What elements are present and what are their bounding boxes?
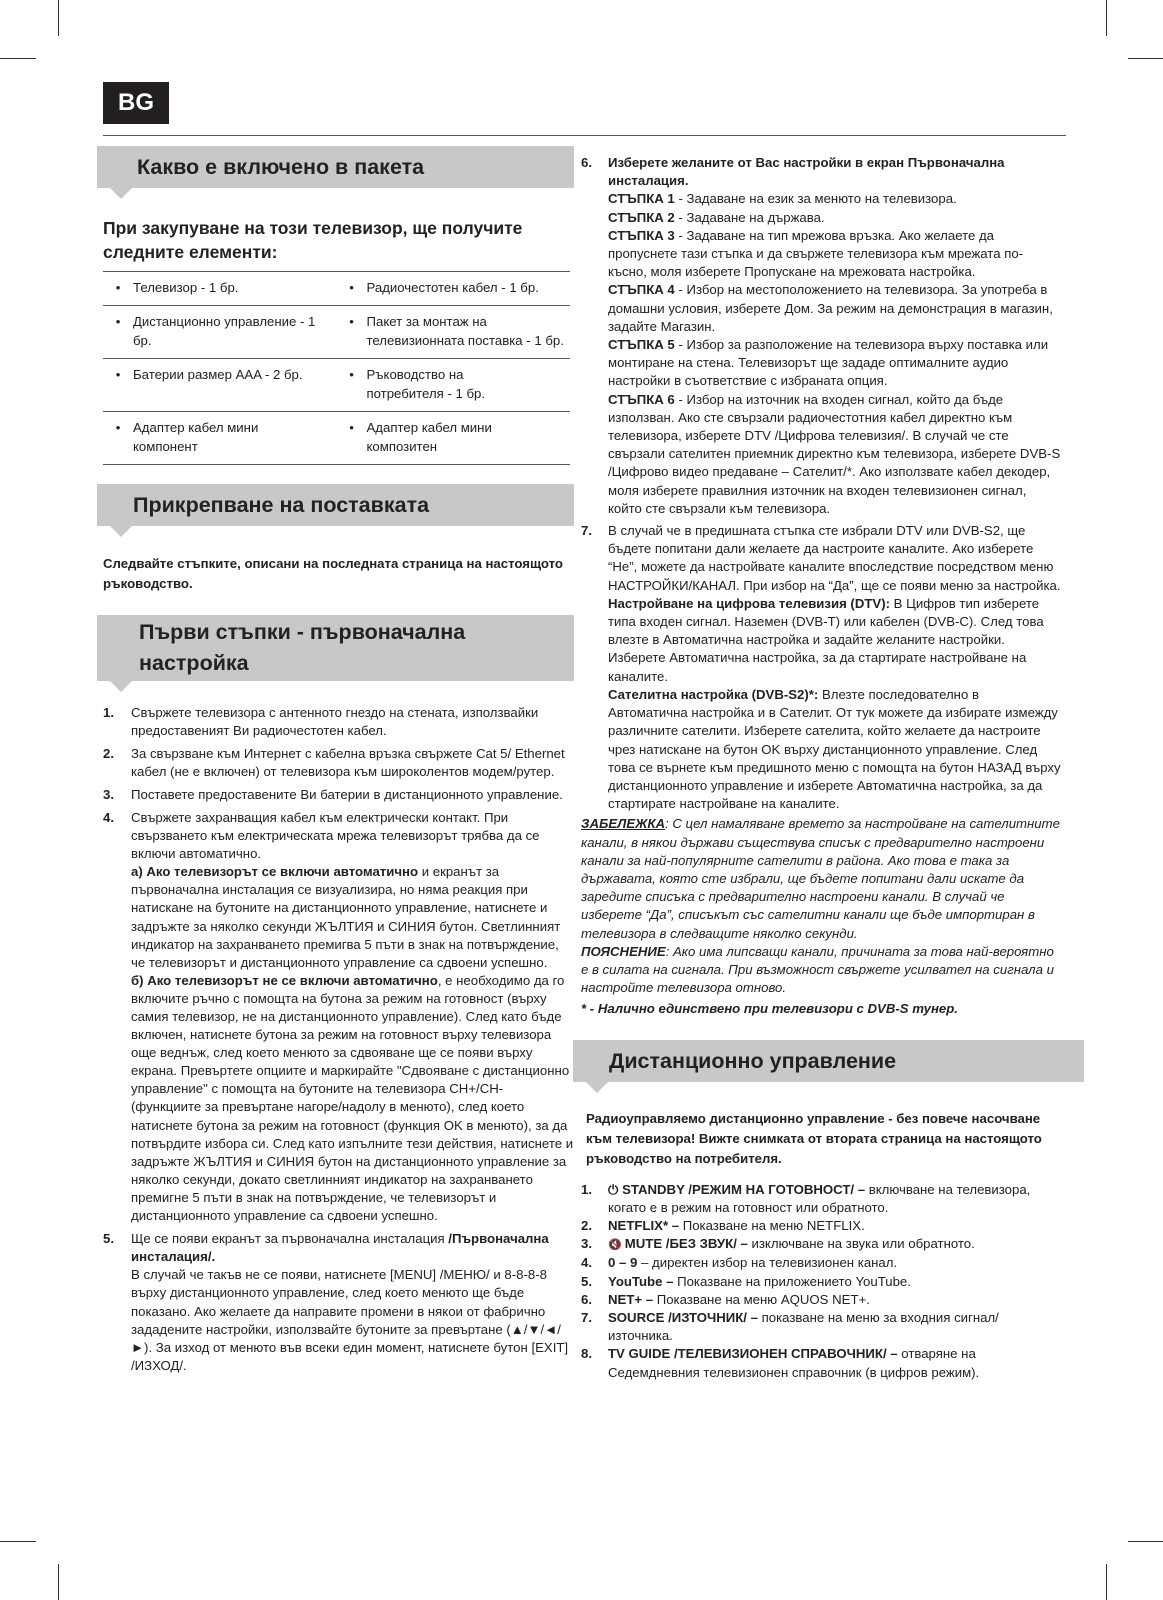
remote-buttons-list: [581, 1181, 1061, 1382]
list-item: 3. Поставете предоставените Ви батерии в дистанционното управление.: [103, 786, 563, 802]
table-row: • Телевизор - 1 бр. • Радиочестотен кабел - 1 бр.: [103, 272, 570, 306]
package-subtitle: При закупуване на този телевизор, ще получите следните елементи:: [103, 218, 523, 262]
table-row: • Батерии размер AAA - 2 бр. • Ръководство на потребителя - 1 бр.: [103, 359, 570, 412]
list-item: 8. TV GUIDE /ТЕЛЕВИЗИОНЕН СПРАВОЧНИК/ – отваряне на Седемдневния телевизионен справочник (в цифров режим).: [581, 1346, 980, 1380]
section-title: Какво е включено в пакета: [137, 155, 425, 179]
crop-mark: [1128, 58, 1163, 59]
table-row: • Адаптер кабел мини компонент • Адаптер кабел мини композитен: [103, 412, 570, 465]
list-item: 2. За свързване към Интернет с кабелна връзка свържете Cat 5/ Ethernet кабел (не е включен) от телевизора към широколентов модем/рутер.: [103, 745, 565, 779]
power-icon: ⏻: [608, 1181, 623, 1197]
list-item: 4. 0 – 9 – директен избор на телевизионен канал.: [581, 1255, 898, 1271]
left-column: [97, 146, 574, 1380]
list-item: 3. 🔇 MUTE /БЕЗ ЗВУК/ – изключване на звука или обратното.: [581, 1236, 975, 1252]
package-contents-table: [103, 271, 570, 465]
section-heading-setup: [97, 615, 574, 681]
list-item: 2. NETFLIX* – Показване на меню NETFLIX.: [581, 1217, 865, 1233]
list-item: 1. Свържете телевизора с антенното гнездо на стената, използвайки предоставеният Ви радиочестотен кабел.: [103, 704, 539, 738]
crop-mark: [1128, 1541, 1163, 1542]
mute-icon: 🔇: [608, 1239, 625, 1252]
section-heading-remote: [573, 1040, 1084, 1082]
table-row: • Дистанционно управление - 1 бр. • Пакет за монтаж на телевизионната поставка - 1 бр.: [103, 306, 570, 359]
crop-mark: [0, 58, 36, 59]
list-item: Дистанционно управление - 1 бр.: [133, 313, 316, 348]
list-item: Адаптер кабел мини композитен: [366, 419, 492, 454]
stand-instructions: Следвайте стъпките, описани на последната страница на настоящото ръководство.: [103, 555, 563, 591]
footnote: * - Налично единствено при телевизори с DVB-S тунер.: [581, 1001, 958, 1017]
list-item: Радиочестотен кабел - 1 бр.: [366, 280, 539, 295]
crop-mark: [58, 0, 59, 36]
list-item: 7. SOURCE /ИЗТОЧНИК/ – показване на меню за входния сигнал/ източника.: [581, 1309, 999, 1344]
list-item: 5. YouTube – Показване на приложението YouTube.: [581, 1273, 911, 1289]
crop-mark: [0, 1541, 36, 1542]
header-rule: [103, 135, 1066, 136]
right-column: [581, 154, 1061, 1382]
crop-mark: [1106, 0, 1107, 36]
section-heading-package: [97, 146, 574, 188]
list-item: 4. Свържете захранващия кабел към електрически контакт. При свързването към електрическата мрежа телевизорът трябва да се включи автоматично. а) Ако телевизорът се включи автоматично и екранът за първоначална инсталация се визуализира, но няма реакция при натискане на бутоните на дистанционното управление, натиснете и задръжте за няколко секунди ЖЪЛТИЯ и СИНИЯ бутон. Светлинният индикатор на захранването премигва 5 пъти в знак на потвърждение, че телевизорът и дистанционното управление са сдвоени успешно. б) Ако телевизорът не се включи автоматично, е необходимо да го включите ръчно с помощта на бутона за режим на готовност (върху самия телевизор, не на дистанционното управление). След като бъде включен, натиснете бутона за режим на готовност върху телевизора още веднъж, след което менюто за сдвояване ще се появи върху екрана. Превъртете опциите и маркирайте "Сдвояване с дистанционно управление" с помощта на бутоните на телевизора CH+/CH- (функциите за превъртане нагоре/надолу в менюто), след което натиснете бутона за режим на готовност (функция OK в менюто), за да потвърдите избора си. След като изпълните тези действия, натиснете и задръжте ЖЪЛТИЯ и СИНИЯ бутон на дистанционното управление за няколко секунди, докато светлинният индикатор на захранването премигне 5 пъти в знак на потвърждение, че телевизорът и дистанционното управление са сдвоени успешно.: [103, 809, 574, 1224]
section-title: Дистанционно управление: [609, 1048, 897, 1073]
remote-intro: Радиоуправляемо дистанционно управление - без повече насочване към телевизора! Вижте снимката от втората страница на настоящото ръководство на потребителя.: [586, 1110, 1042, 1166]
list-item: 7. В случай че в предишната стъпка сте избрали DTV или DVB-S2, ще бъдете попитани дали желаете да настроите каналите. Ако изберете “Не”, можете да настройвате каналите впоследствие посредством меню НАСТРОЙКИ/КАНАЛ. При избор на “Да”, ще се появи меню за настройка. Настройване на цифрова телевизия (DTV): В Цифров тип изберете типа входен сигнал. Наземен (DVB-T) или кабелен (DVB-C). След това влезте в Автоматична настройка и задайте желаните настройки. Изберете Автоматична настройка, за да стартирате настройване на каналите. Сателитна настройка (DVB-S2)*: Влезте последователно в Автоматична настройка и в Сателит. От тук можете да избирате измежду различните сателити. Изберете сателита, който желаете да настроите чрез натискане на бутон OK върху дистанционното управление. След това се върнете към предишното меню с помощта на бутон НАЗАД върху дистанционното управление и изберете Автоматична настройка, за да стартирате настройване на каналите.: [581, 523, 1061, 812]
language-tag: BG: [103, 82, 169, 124]
list-item: Пакет за монтаж на телевизионната поставка - 1 бр.: [366, 313, 564, 348]
list-item: 5. Ще се появи екранът за първоначална инсталация /Първоначална инсталация/. В случай че такъв не се появи, натиснете [MENU] /МЕНЮ/ и 8-8-8-8 върху дистанционното управление, след което менюто ще бъде показано. Ако желаете да направите промени в някои от фабрично зададените настройки, използвайте бутоните за превъртане (▲/▼/◄/►). За изход от менюто във всеки един момент, натиснете бутон [EXIT] /ИЗХОД/.: [103, 1231, 569, 1373]
crop-mark: [58, 1564, 59, 1600]
section-heading-stand: [97, 484, 574, 526]
section-title: Първи стъпки - първоначална настройка: [139, 619, 466, 675]
setup-steps-list: [97, 704, 574, 1375]
setup-steps-continued: [581, 154, 1061, 1019]
note-text: ЗАБЕЛЕЖКА: С цел намаляване времето за настройване на сателитните канали, в някои държави съществува списък с предварително настроени канали за най-популярните сателити в района. Ако това е така за държавата, която сте избрали, ще бъдете попитани дали искате да заредите списъка с предварително настроени канали. В случай че изберете “Да”, списъкът със сателитни канали ще бъде импортиран в телевизора в следващите няколко секунди. ПОЯСНЕНИЕ: Ако има липсващи канали, причината за това най-вероятно е в силата на сигнала. При възможност свържете усилвател на сигнала и настройте телевизора отново.: [581, 816, 1060, 996]
list-item: Ръководство на потребителя - 1 бр.: [366, 366, 486, 401]
list-item: 6. Изберете желаните от Вас настройки в екран Първоначална инсталация. СТЪПКА 1 - Задаване на език за менюто на телевизора. СТЪПКА 2 - Задаване на държава. СТЪПКА 3 - Задаване на тип мрежова връзка. Ако желаете да пропуснете тази стъпка и да свържете телевизора към мрежата по-късно, моля изберете Пропускане на мрежовата настройка. СТЪПКА 4 - Избор на местоположението на телевизора. За употреба в домашни условия, изберете Дом. За режим на демонстрация в магазин, задайте Магазин. СТЪПКА 5 - Избор за разположение на телевизора върху поставка или монтиране на стена. Телевизорът ще зададе оптималните аудио настройки в съответствие с избраната опция. СТЪПКА 6 - Избор на източник на входен сигнал, който да бъде използван. Ако сте свързали радиочестотния кабел директно към телевизора, изберете DTV /Цифрова телевизия/. В случай че сте свързали сателитен приемник директно към телевизора, изберете DVB-S /Цифрово видео предаване – Сателит/*. Ако използвате кабел декодер, моля изберете правилния източник на входен телевизионен сигнал, който сте свързали към телевизора.: [581, 155, 1061, 516]
list-item: Батерии размер AAA - 2 бр.: [133, 366, 303, 382]
list-item: Адаптер кабел мини компонент: [133, 419, 259, 454]
list-item: Телевизор - 1 бр.: [133, 280, 239, 295]
crop-mark: [1106, 1564, 1107, 1600]
list-item: 6. NET+ – Показване на меню AQUOS NET+.: [581, 1291, 870, 1307]
section-title: Прикрепване на поставката: [133, 492, 430, 517]
list-item: 1. ⏻ STANDBY /РЕЖИМ НА ГОТОВНОСТ/ – включване на телевизора, когато е в режим на готовност или обратното.: [581, 1181, 1031, 1215]
